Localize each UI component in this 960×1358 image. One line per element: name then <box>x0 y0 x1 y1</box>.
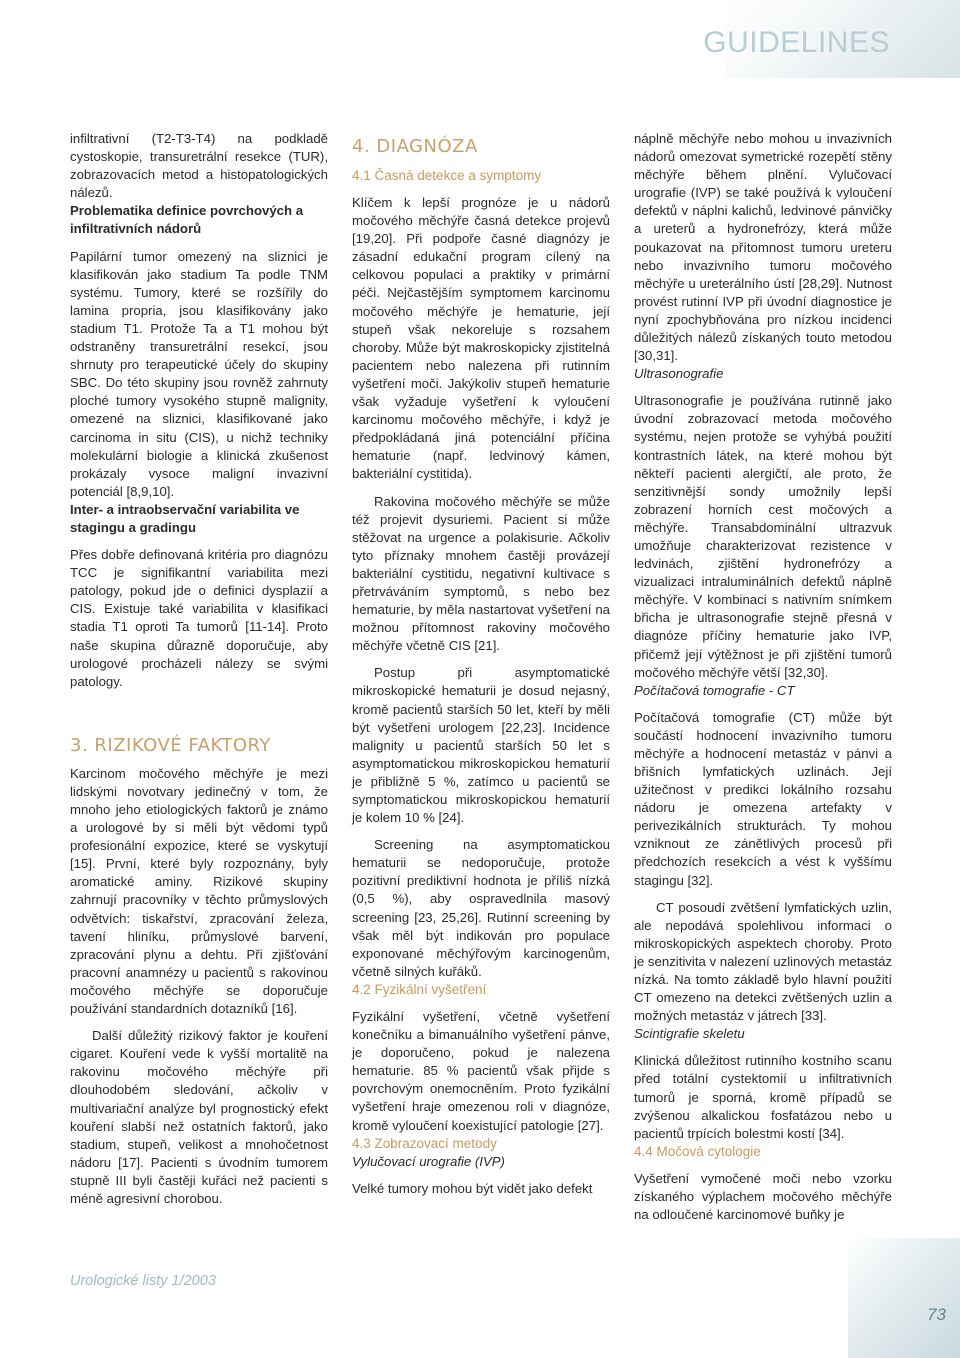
chapter-heading: 3. RIZIKOVÉ FAKTORY <box>70 734 271 756</box>
paragraph: náplně měchýře nebo mohou u invazivních nádorů omezovat symetrické rozepětí stěny měchýře během plnění. Vylučovací urografie (IVP) se také používá k vyloučení defektů v náplni kalichů, ledvinové pánvičky a ureterů a hydronefrózy, která může poukazovat na přítomnost tumoru ureteru nebo invazivního tumoru močového měchýře u ureterálního ústí [28,29]. Nutnost provést rutinní IVP při úvodní diagnostice je nyní zpochybňována pro nízkou incidenci důležitých nálezů získaných touto metodou [30,31]. <box>634 131 892 364</box>
subsection-heading: Vylučovací urografie (IVP) <box>352 1153 505 1169</box>
paragraph: Karcinom močového měchýře je mezi lidskými novotvary jedinečný v tom, že mnoho jeho etiologických faktorů je známo a urologové by si měli být vědomi typů profesionální expozice, které se vyskytují [15]. První, které byly rozpoznány, byly aromatické aminy. Rizikové skupiny zahrnují pracovníky v těchto průmyslových odvětvích: tiskařství, zpracování železa, tavení hliníku, průmyslové barvení, zpracování plynu a dehtu. Při zjišťování pracovní anamnézy u pacientů s rakovinou močového měchýře se doporučuje používání standardních dotazníků [16]. <box>70 765 328 1017</box>
paragraph: Další důležitý rizikový faktor je kouření cigaret. Kouření vede k vyšší mortalitě na rakovinu močového měchýře při dlouhodobém sledování, ačkoliv v multivariační analýze byl prognostický efekt kouření slabší než ostatních faktorů, jako stadium, stupeň, velikost a mnohočetnost nádoru [17]. Pacienti s úvodním tumorem stupně III byli častěji kuřáci než pacienti s méně agresivní chorobou. <box>70 1028 328 1206</box>
footer-decoration <box>848 1238 960 1358</box>
paragraph: Vyšetření vymočené moči nebo vzorku získaného výplachem močového měchýře na odloučené karcinomové buňky je <box>634 1170 892 1222</box>
section-heading: 4.1 Časná detekce a symptomy <box>352 168 542 183</box>
column-middle <box>352 136 610 1198</box>
chapter-heading: 4. DIAGNÓZA <box>352 136 478 157</box>
column-right <box>634 130 892 1224</box>
paragraph: Klinická důležitost rutinního kostního scanu před totální cystektomií u infiltrativních tumorů je sporná, kromě případů se zvýšenou alkalickou fosfatázou nebo u pacientů trpících bolestmi kostí [34]. <box>634 1053 892 1141</box>
column-left <box>70 130 328 1208</box>
subsection-heading: Ultrasonografie <box>634 366 724 382</box>
paragraph: Přes dobře definovaná kritéria pro diagnózu TCC je signifikantní variabilita mezi patology, pokud jde o definici dysplazií a CIS. Existuje také variabilita v klasifikaci stadia T1 oproti Ta tumorů [11-14]. Proto naše skupina důrazně doporučuje, aby urologové procházeli nálezy se svými patology. <box>70 547 328 689</box>
subsection-heading: Scintigrafie skeletu <box>634 1026 745 1042</box>
paragraph: infiltrativní (T2-T3-T4) na podkladě cystoskopie, transuretrální resekce (TUR), zobrazovacích metod a histopatologických nálezů. <box>70 131 328 201</box>
section-heading: 4.4 Močová cytologie <box>634 1143 761 1159</box>
paragraph: Fyzikální vyšetření, včetně vyšetření konečníku a bimanuálního vyšetření pánve, je doporučeno, pokud je nalezena hematurie. 85 % pacientů však přijde s povrchovým onemocněním. Proto fyzikální vyšetření hraje omezenou roli v diagnóze, kromě vyloučení koexistující patologie [27]. <box>352 1008 610 1133</box>
section-heading: 4.2 Fyzikální vyšetření <box>352 981 487 997</box>
paragraph: Rakovina močového měchýře se může též projevit dysuriemi. Pacient si může stěžovat na urgence a polakisurie. Ačkoliv tyto příznaky mnohem častěji provázejí bakteriální cystitidu, negativní kultivace s přetrváváním symptomů, s nebo bez hematurie, by měla nastartovat vyšetření na možnou přítomnost rakoviny močového měchýře včetně CIS [21]. <box>352 493 610 654</box>
subsection-heading: Problematika definice povrchových a infiltrativních nádorů <box>70 203 304 237</box>
subsection-heading: Inter- a intraobservační variabilita ve stagingu a gradingu <box>70 501 300 535</box>
paragraph: Počítačová tomografie (CT) může být součástí hodnocení invazivního tumoru měchýře a hodnocení metastáz v pánvi a břišních lymfatických uzlinách. Její užitečnost v predikci lokálního rozsahu nádoru je omezena artefakty v perivezikálních strukturách. Ty mohou vzniknout ze zánětlivých procesů při předchozích resekcích a vést k vyššímu stagingu [32]. <box>634 709 892 888</box>
paragraph: Postup při asymptomatické mikroskopické hematurii je dosud nejasný, kromě pacientů starších 50 let, kteří by měli být vyšetřeni urologem [22,23]. Incidence malignity u pacientů starších 50 let s asymptomatickou mikroskopickou hematurií je přibližně 5 %, zatímco u pacientů se symptomatickou mikroskopickou hematurií je kolem 10 % [24]. <box>352 665 610 826</box>
paragraph: Papilární tumor omezený na sliznici je klasifikován jako stadium Ta podle TNM systému. Tumory, které se rozšířily do lamina propria, jsou klasifikovány jako stadium T1. Protože Ta a T1 mohou být odstraněny transuretrální resekcí, jsou shrnuty pro terapeutické účely do skupiny SBC. Do této skupiny jsou rovněž zahrnuty ploché tumory vysokého stupně malignity, omezené na sliznici, klasifikované jako carcinoma in situ (CIS), u nichž techniky molekulární biologie a klinická zkušenost prokázaly vysoce maligní invazivní potenciál [8,9,10]. <box>70 248 328 499</box>
paragraph: Klíčem k lepší prognóze je u nádorů močového měchýře časná detekce projevů [19,20]. Při podpoře časné diagnózy je zásadní edukační program cílený na celkovou populaci a praktiky v primární péči. Nejčastějším symptomem karcinomu močového měchýře je hematurie, její stupeň však nekoreluje s rozsahem choroby. Může být makroskopicky zjistitelná pacientem nebo nalezena při rutinním vyšetření moči. Jakýkoliv stupeň hematurie však vyžaduje vyšetření k vyloučení karcinomu močového měchýře, i když je předpokládaná jiná potenciální příčina hematurie (např. ledvinový kámen, bakteriální cystitida). <box>352 195 610 482</box>
paragraph: CT posoudí zvětšení lymfatických uzlin, ale nepodává spolehlivou informaci o mikroskopických aspektech choroby. Proto je senzitivita v nalezení uzlinových metastáz nízká. Na tomto základě bylo hlavní použití CT omezeno na detekci zvětšených uzlin a možných metastáz v játrech [33]. <box>634 899 893 1024</box>
page-number: 73 <box>927 1305 946 1324</box>
journal-footer: Urologické listy 1/2003 <box>70 1273 216 1289</box>
section-heading: 4.3 Zobrazovací metody <box>352 1135 497 1151</box>
paragraph: Velké tumory mohou být vidět jako defekt <box>352 1180 593 1196</box>
running-title: GUIDELINES <box>703 26 890 59</box>
paragraph: Ultrasonografie je používána rutinně jako úvodní zobrazovací metoda močového systému, nejen protože se vyhýbá použití kontrastních látek, na které mohou být někteří pacienti alergičtí, ale proto, že senzitivnější sondy umožnily lepší zobrazení horních cest močových a měchýře. Transabdominální ultrazvuk umožňuje charakterizovat rezistence v ledvinách, zjištění hydronefrózy a vizualizaci intraluminálních defektů náplně měchýře. V kombinaci s nativním snímkem břicha je ultrasonografie stejně přesná v diagnóze příčiny hematurie jako IVP, přičemž její výtěžnost je při zjištění tumorů močového měchýře větší [32,30]. <box>634 393 892 680</box>
paragraph: Screening na asymptomatickou hematurii se nedoporučuje, protože pozitivní prediktivní hodnota je příliš nízká (0,5 %), aby ospravedlnila masový screening [23, 25,26]. Rutinní screening by však měl být indikován pro populace exponované měchýřovým karcinogenům, včetně silných kuřáků. <box>352 837 610 979</box>
subsection-heading: Počítačová tomografie - CT <box>634 682 795 698</box>
